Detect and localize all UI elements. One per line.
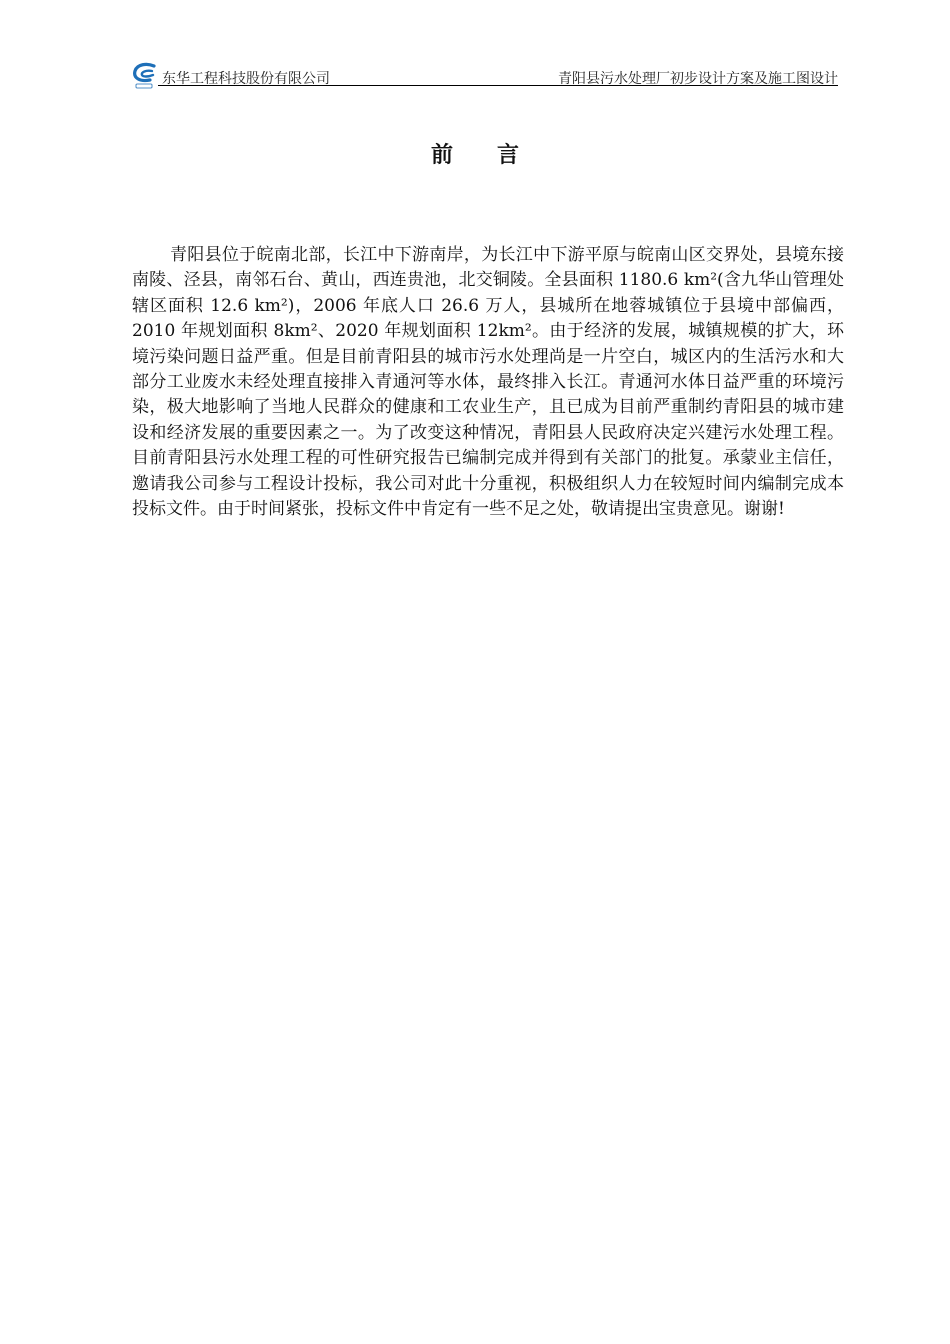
header-project-name: 青阳县污水处理厂初步设计方案及施工图设计 (558, 70, 838, 86)
page-header (132, 62, 838, 90)
body-paragraph: 青阳县位于皖南北部，长江中下游南岸，为长江中下游平原与皖南山区交界处，县境东接南陵、泾县，南邻石台、黄山，西连贵池，北交铜陵。全县面积 1180.6 km²(含九华山管理处辖区面积 12.6 km²)，2006 年底人口 26.6 万人，县城所在地蓉城镇位于县境中部偏西，2010 年规划面积 8km²、2020 年规划面积 12km²。由于经济的发展，城镇规模的扩大，环境污染问题日益严重。但是目前青阳县的城市污水处理尚是一片空白，城区内的生活污水和大部分工业废水未经处理直接排入青通河等水体，最终排入长江。青通河水体日益严重的环境污染，极大地影响了当地人民群众的健康和工农业生产，且已成为目前严重制约青阳县的城市建设和经济发展的重要因素之一。为了改变这种情况，青阳县人民政府决定兴建污水处理工程。目前青阳县污水处理工程的可性研究报告已编制完成并得到有关部门的批复。承蒙业主信任，邀请我公司参与工程设计投标，我公司对此十分重视，积极组织人力在较短时间内编制完成本投标文件。由于时间紧张，投标文件中肯定有一些不足之处，敬请提出宝贵意见。谢谢! (132, 245, 844, 520)
company-logo-icon (132, 62, 158, 90)
logo-mark (132, 62, 158, 90)
header-divider (158, 85, 838, 86)
header-company-name: 东华工程科技股份有限公司 (162, 70, 330, 86)
page-title: 前言 (430, 143, 563, 168)
